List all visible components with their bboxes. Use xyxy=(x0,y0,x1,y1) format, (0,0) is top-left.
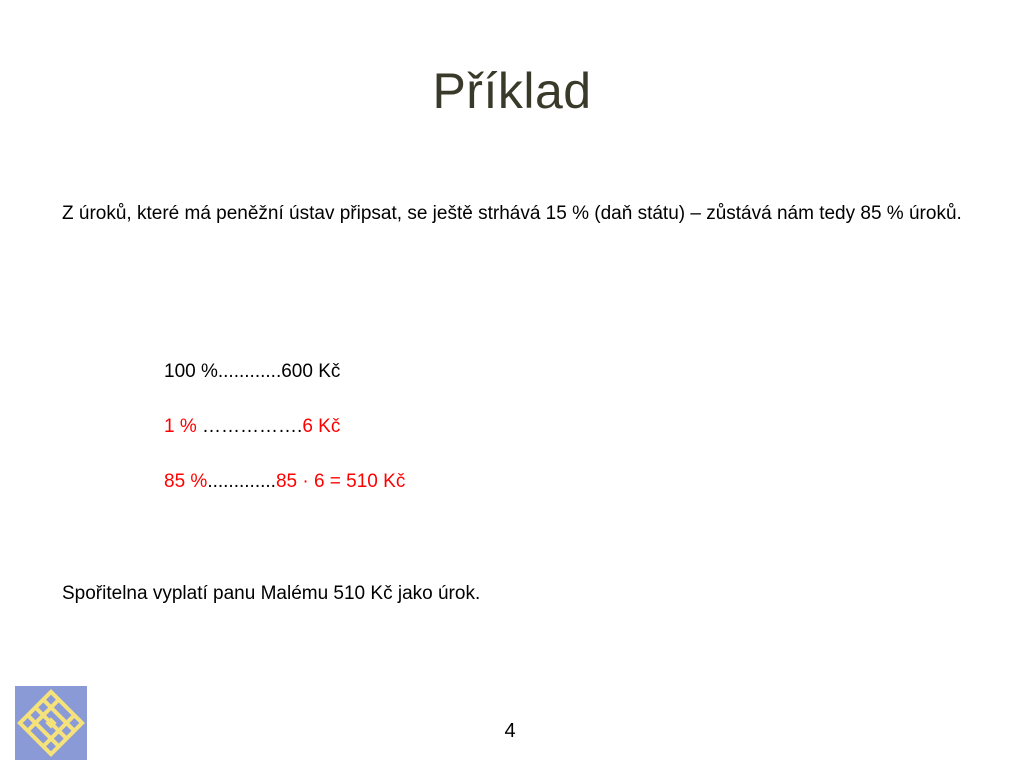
slide-title: Příklad xyxy=(432,63,592,119)
calculation-right: 85 · 6 = 510 Kč xyxy=(275,471,406,492)
calculation-dots: ............. xyxy=(207,471,276,492)
calculation-left: 85 % xyxy=(164,471,208,492)
calculation-dots: ……………. xyxy=(202,416,303,437)
calculation-dots: ............ xyxy=(217,361,282,382)
calculation-right: 600 Kč xyxy=(281,361,341,382)
page-number: 4 xyxy=(504,720,516,742)
woven-square-logo-icon xyxy=(15,686,87,760)
conclusion-paragraph: Spořitelna vyplatí panu Malému 510 Kč jako úrok. xyxy=(62,583,481,604)
calculation-left: 100 % xyxy=(164,361,218,382)
calculation-line-2 xyxy=(164,413,340,441)
calculation-line-1 xyxy=(164,358,340,386)
calculation-left: 1 % xyxy=(164,416,203,437)
calculation-line-3 xyxy=(164,468,405,496)
calculation-right: 6 Kč xyxy=(302,416,341,437)
intro-paragraph: Z úroků, které má peněžní ústav připsat, se ještě strhává 15 % (daň státu) – zůstává nám tedy 85 % úroků. xyxy=(62,203,962,224)
